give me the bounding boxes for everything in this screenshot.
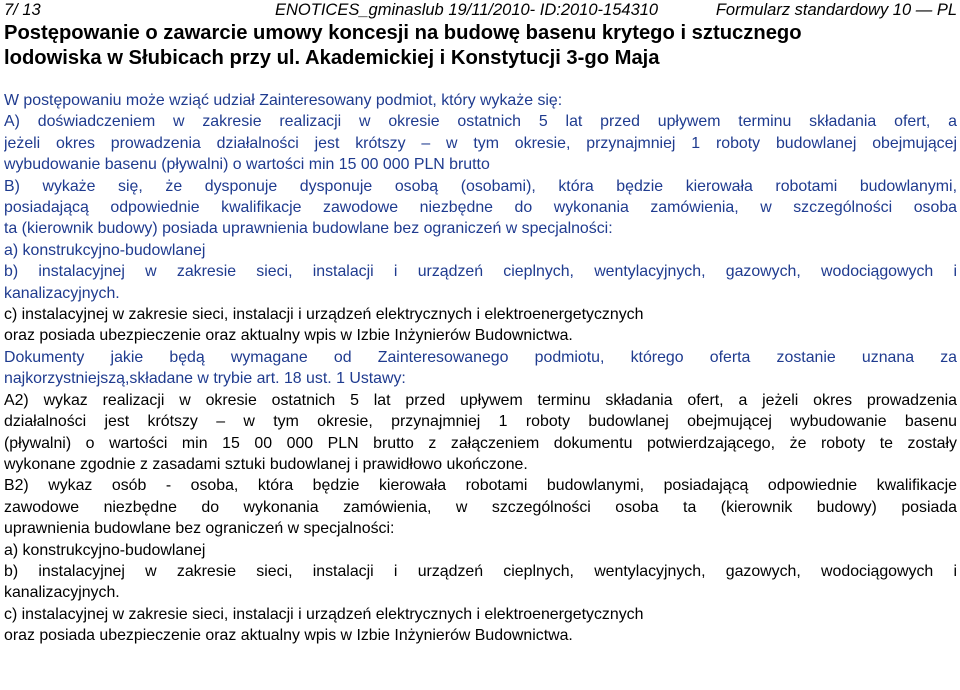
text-line: zawodowe niezbędne do wykonania zamówienia, w szczególności osoba ta (kierownik budowy) posiada (4, 498, 957, 516)
text-line: B2) wykaz osób - osoba, która będzie kierowała robotami budowlanymi, posiadającą odpowiednie kwalifikacje (4, 477, 957, 495)
form-name: Formularz standardowy 10 — PL (715, 1, 957, 19)
notice-id: ENOTICES_gminaslub 19/11/2010- ID:2010-154310 (275, 1, 659, 19)
text-line: najkorzystniejszą,składane w trybie art. 18 ust. 1 Ustawy: (4, 370, 406, 388)
text-line: kanalizacyjnych. (4, 284, 120, 302)
text-line: A2) wykaz realizacji w okresie ostatnich 5 lat przed upływem terminu składania ofert, a jeżeli okres prowadzenia (4, 391, 957, 409)
text-line: a) konstrukcyjno-budowlanej (4, 241, 206, 259)
text-line: oraz posiada ubezpieczenie oraz aktualny wpis w Izbie Inżynierów Budownictwa. (4, 327, 573, 345)
text-line: A) doświadczeniem w zakresie realizacji w okresie ostatnich 5 lat przed upływem terminu składania ofert, a (4, 113, 957, 131)
text-line: działalności jest krótszy – w tym okresie, przynajmniej 1 roboty budowlanej obejmującej wybudowanie basenu (4, 413, 957, 431)
page-number: 7/ 13 (4, 1, 41, 19)
text-line: Dokumenty jakie będą wymagane od Zainteresowanego podmiotu, którego oferta zostanie uznana za (4, 348, 957, 366)
text-line: wybudowanie basenu (pływalni) o wartości min 15 00 000 PLN brutto (4, 156, 490, 174)
text-line: (pływalni) o wartości min 15 00 000 PLN brutto z załączeniem dokumentu potwierdzającego, że roboty te zostały (4, 434, 957, 452)
text-line: uprawnienia budowlane bez ograniczeń w specjalności: (4, 520, 395, 538)
text-line: c) instalacyjnej w zakresie sieci, instalacji i urządzeń elektrycznych i elektroenergetycznych (4, 605, 644, 623)
title-line: lodowiska w Słubicach przy ul. Akademickiej i Konstytucji 3-go Maja (4, 47, 660, 69)
text-line: wykonane zgodnie z zasadami sztuki budowlanej i prawidłowo ukończone. (4, 455, 528, 473)
text-line: b) instalacyjnej w zakresie sieci, instalacji i urządzeń cieplnych, wentylacyjnych, gazowych, wodociągowych i (4, 263, 957, 281)
text-line: B) wykaże się, że dysponuje dysponuje osobą (osobami), która będzie kierowała robotami budowlanymi, (4, 177, 957, 195)
text-line: posiadającą odpowiednie kwalifikacje zawodowe niezbędne do wykonania zamówienia, w szczególności osoba (4, 199, 957, 217)
document-title (4, 21, 957, 71)
text-line: oraz posiada ubezpieczenie oraz aktualny wpis w Izbie Inżynierów Budownictwa. (4, 627, 573, 645)
page-header (4, 0, 957, 20)
text-line: a) konstrukcyjno-budowlanej (4, 541, 206, 559)
text-line: ta (kierownik budowy) posiada uprawnienia budowlane bez ograniczeń w specjalności: (4, 220, 613, 238)
text-line: jeżeli okres prowadzenia działalności jest krótszy – w tym okresie, przynajmniej 1 roboty budowlanej obejmującej (4, 134, 957, 152)
title-line: Postępowanie o zawarcie umowy koncesji na budowę basenu krytego i sztucznego (4, 22, 802, 44)
text-line: kanalizacyjnych. (4, 584, 120, 602)
body-text (4, 90, 957, 647)
text-line: W postępowaniu może wziąć udział Zainteresowany podmiot, który wykaże się: (4, 92, 563, 109)
text-line: c) instalacyjnej w zakresie sieci, instalacji i urządzeń elektrycznych i elektroenergetycznych (4, 306, 644, 324)
text-line: b) instalacyjnej w zakresie sieci, instalacji i urządzeń cieplnych, wentylacyjnych, gazowych, wodociągowych i (4, 562, 957, 580)
